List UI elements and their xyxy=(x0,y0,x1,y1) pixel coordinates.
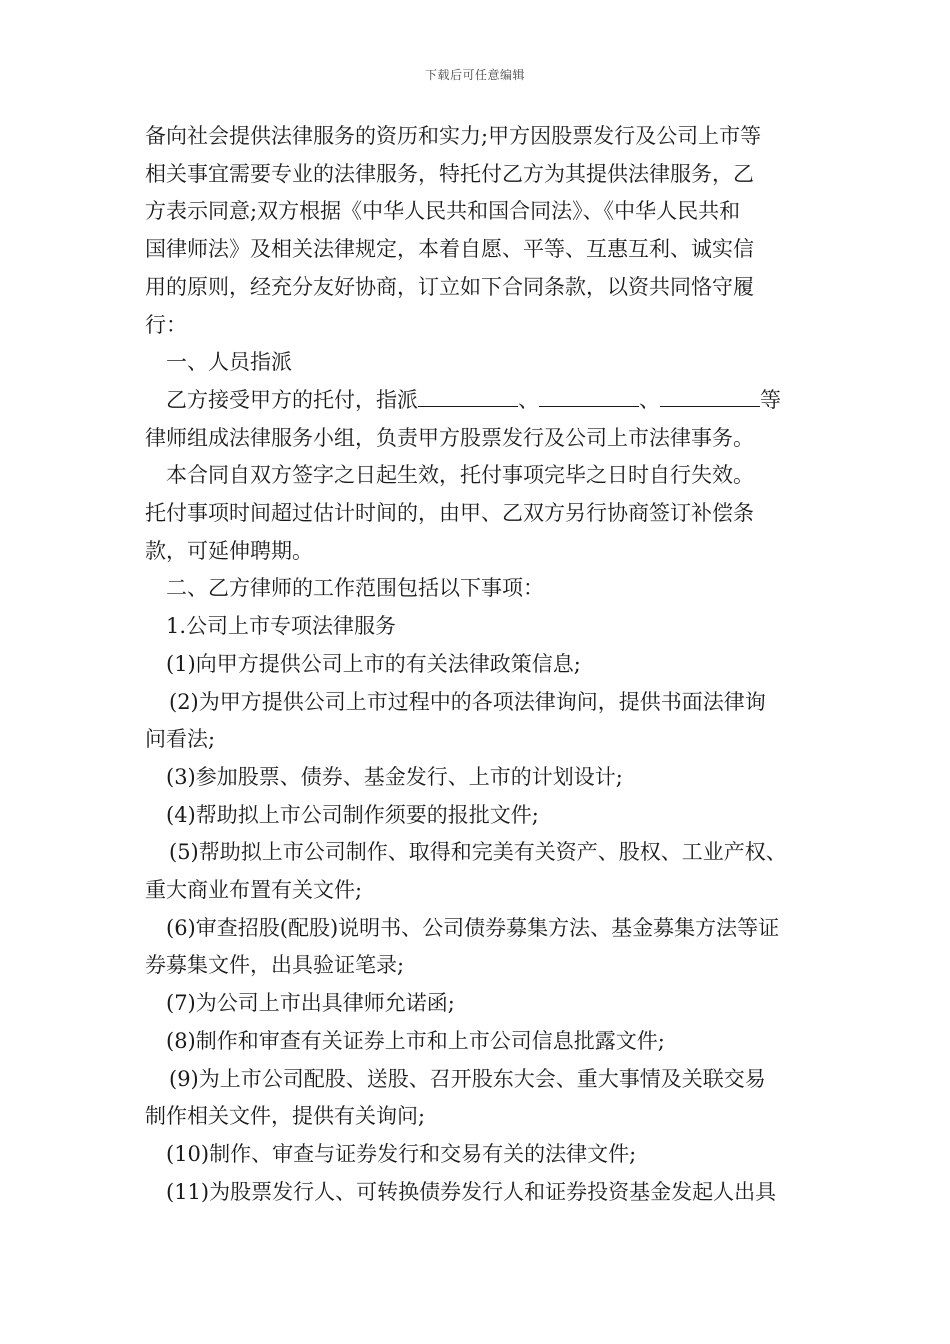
section-heading: 二、乙方律师的工作范围包括以下事项： xyxy=(166,576,544,601)
list-item: (5)帮助拟上市公司制作、取得和完美有关资产、股权、工业产权、 xyxy=(169,840,787,865)
blank-field xyxy=(418,386,518,407)
list-item: (4)帮助拟上市公司制作须要的报批文件; xyxy=(166,802,539,827)
list-item: (2)为甲方提供公司上市过程中的各项法律询问，提供书面法律询 xyxy=(169,689,766,714)
paragraph-line: 备向社会提供法律服务的资历和实力;甲方因股票发行及公司上市等 xyxy=(145,124,762,148)
assign-sep: 、 xyxy=(639,387,660,412)
assign-prefix: 乙方接受甲方的托付，指派 xyxy=(166,387,418,412)
blank-field xyxy=(539,386,639,407)
subsection-heading: 1.公司上市专项法律服务 xyxy=(166,614,397,639)
list-item: (1)向甲方提供公司上市的有关法律政策信息; xyxy=(166,651,581,676)
list-item: (3)参加股票、债券、基金发行、上市的计划设计; xyxy=(166,764,623,789)
list-item: (9)为上市公司配股、送股、召开股东大会、重大事情及关联交易 xyxy=(169,1066,766,1091)
blank-field xyxy=(660,386,760,407)
list-item: (10)制作、审查与证券发行和交易有关的法律文件; xyxy=(166,1141,637,1166)
list-item-continuation: 制作相关文件，提供有关询问; xyxy=(145,1104,426,1129)
list-item: (6)审查招股(配股)说明书、公司债券募集方法、基金募集方法等证 xyxy=(166,915,780,940)
list-item-continuation: 重大商业布置有关文件; xyxy=(145,878,363,903)
page-header: 下载后可任意编辑 xyxy=(424,68,525,82)
assign-sep: 、 xyxy=(518,387,539,412)
paragraph-line: 行： xyxy=(145,312,187,337)
paragraph-line: 托付事项时间超过估计时间的，由甲、乙双方另行协商签订补偿条 xyxy=(145,501,754,526)
document-body xyxy=(145,118,825,1211)
paragraph-line: 本合同自双方签字之日起生效，托付事项完毕之日时自行失效。 xyxy=(166,463,754,488)
assign-suffix: 等 xyxy=(760,387,781,412)
paragraph-line: 用的原则，经充分友好协商，订立如下合同条款，以资共同恪守履 xyxy=(145,274,754,299)
assign-line xyxy=(145,382,825,420)
list-item: (8)制作和审查有关证券上市和上市公司信息批露文件; xyxy=(166,1028,665,1053)
paragraph-line: 相关事宜需要专业的法律服务，特托付乙方为其提供法律服务，乙 xyxy=(145,161,754,186)
list-item: (7)为公司上市出具律师允诺函; xyxy=(166,991,455,1016)
section-heading: 一、人员指派 xyxy=(166,350,292,375)
list-item: (11)为股票发行人、可转换债券发行人和证券投资基金发起人出具 xyxy=(166,1179,777,1204)
paragraph-line: 方表示同意;双方根据《中华人民共和国合同法》、《中华人民共和 xyxy=(145,199,741,224)
list-item-continuation: 券募集文件，出具验证笔录; xyxy=(145,953,405,978)
list-item-continuation: 问看法; xyxy=(145,727,216,752)
paragraph-line: 款，可延伸聘期。 xyxy=(145,538,313,563)
paragraph-line: 国律师法》及相关法律规定，本着自愿、平等、互惠互利、诚实信 xyxy=(145,237,754,262)
paragraph-line: 律师组成法律服务小组，负责甲方股票发行及公司上市法律事务。 xyxy=(145,425,754,450)
